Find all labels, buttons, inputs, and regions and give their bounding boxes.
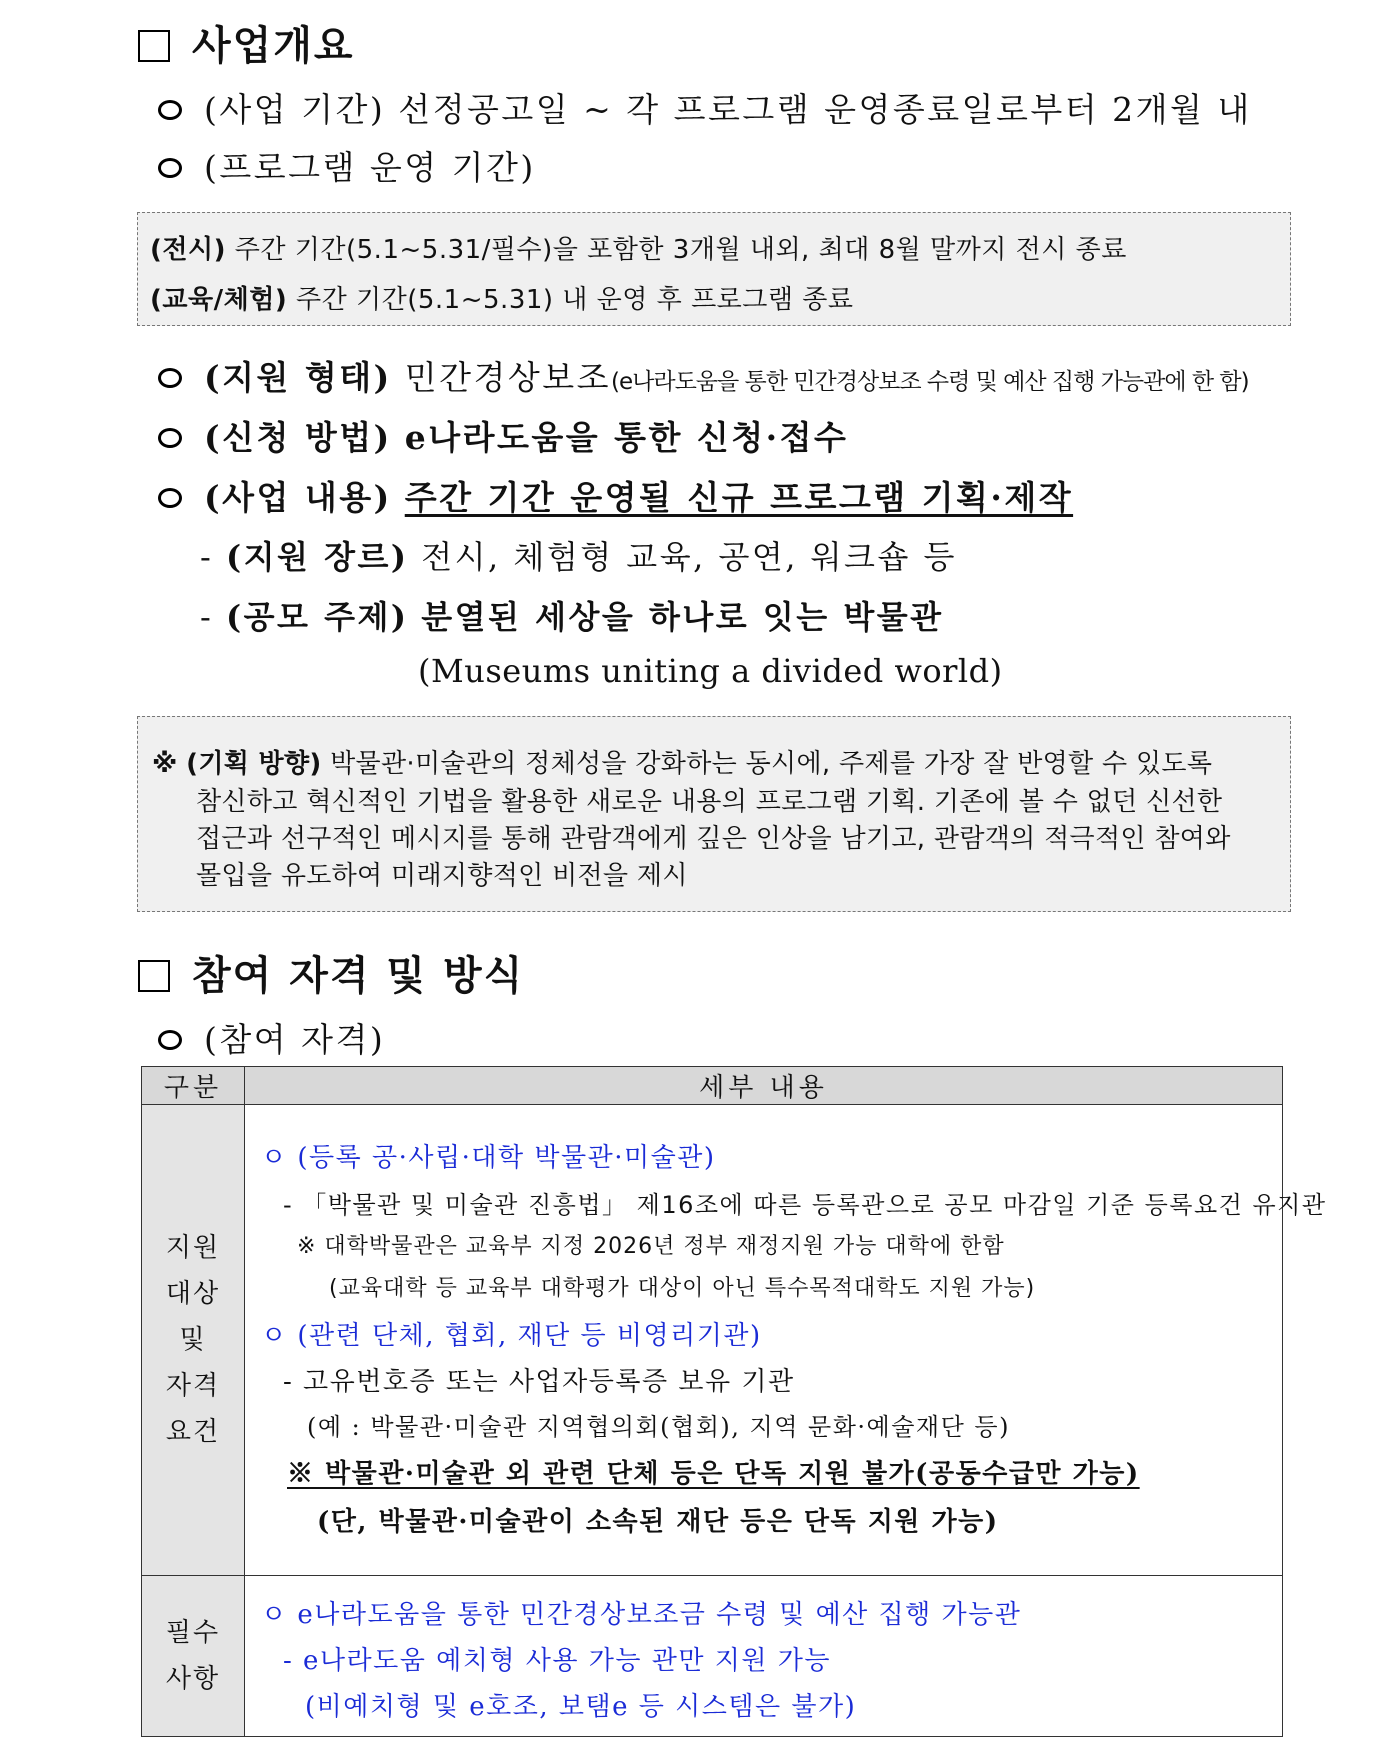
content-text: 주간 기간 운영될 신규 프로그램 기획·제작 <box>404 478 1074 517</box>
bullet-circle-icon <box>158 100 182 120</box>
row-label-required: 필수 사항 <box>142 1576 245 1737</box>
period-text: 선정공고일 ~ 각 프로그램 운영종료일로부터 2개월 내 <box>398 90 1252 129</box>
row-label-eligibility: 지원 대상 및 자격 요건 <box>142 1105 245 1576</box>
nonprofit-exception: (단, 박물관·미술관이 소속된 재단 등은 단독 지원 가능) <box>317 1507 999 1537</box>
support-type-label: (지원 형태) <box>204 358 392 397</box>
row-content-required <box>245 1576 1283 1737</box>
required-exclusion: (비예치형 및 e호조, 보탬e 등 시스템은 불가) <box>305 1692 857 1722</box>
category-registered: ㅇ (등록 공·사립·대학 박물관·미술관) <box>261 1143 716 1173</box>
nonprofit-condition: - 고유번호증 또는 사업자등록증 보유 기관 <box>283 1367 795 1397</box>
content-label: (사업 내용) <box>204 478 392 517</box>
period-line <box>158 84 1252 131</box>
bullet-circle-icon <box>158 368 182 388</box>
support-type-text: 민간경상보조 <box>404 358 612 397</box>
row-content-eligibility <box>245 1105 1327 1576</box>
table-row <box>142 1105 1283 1576</box>
bullet-circle-icon <box>158 1030 182 1050</box>
period-box-row-education: (교육/체험) 주간 기간(5.1~5.31) 내 운영 후 프로그램 종료 <box>150 285 854 315</box>
direction-line-2: 참신하고 혁신적인 기법을 활용한 새로운 내용의 프로그램 기획. 기존에 볼 수 없던 신선한 <box>196 787 1223 817</box>
genre-line: - (지원 장르) 전시, 체험형 교육, 공연, 워크숍 등 <box>200 538 957 576</box>
theme-line: - (공모 주제) 분열된 세상을 하나로 잇는 박물관 <box>200 598 944 636</box>
apply-method-text: e나라도움을 통한 신청·접수 <box>404 418 849 457</box>
direction-box <box>137 716 1291 912</box>
period-label: (사업 기간) <box>204 90 386 129</box>
required-detail: - e나라도움 예치형 사용 가능 관만 지원 가능 <box>283 1646 831 1676</box>
direction-line-4: 몰입을 유도하여 미래지향적인 비전을 제시 <box>196 861 688 891</box>
university-note: ※ 대학박물관은 교육부 지정 2026년 정부 재정지원 가능 대학에 한함 <box>297 1234 1005 1259</box>
bullet-circle-icon <box>158 158 182 178</box>
apply-method-label: (신청 방법) <box>204 418 392 457</box>
header-category: 구분 <box>142 1067 245 1105</box>
checkbox-square-icon <box>138 30 170 62</box>
content-line <box>158 472 1073 519</box>
table-header-row <box>142 1067 1283 1105</box>
program-period-line <box>158 142 536 189</box>
section-title-overview: 사업개요 <box>138 14 355 71</box>
qualification-line: (참여 자격) <box>158 1014 385 1061</box>
bullet-circle-icon <box>158 428 182 448</box>
period-box <box>137 212 1291 326</box>
apply-method-line <box>158 412 848 459</box>
theme-english: (Museums uniting a divided world) <box>418 652 1003 690</box>
direction-line-3: 접근과 선구적인 메시지를 통해 관람객에게 깊은 인상을 남기고, 관람객의 적극적인 참여와 <box>196 824 1231 854</box>
university-note-detail: (교육대학 등 교육부 대학평가 대상이 아닌 특수목적대학도 지원 가능) <box>329 1276 1036 1301</box>
nonprofit-example: (예 : 박물관·미술관 지역협의회(협회), 지역 문화·예술재단 등) <box>307 1413 1010 1441</box>
direction-line-1: ※ (기획 방향) 박물관·미술관의 정체성을 강화하는 동시에, 주제를 가장 잘 반영할 수 있도록 <box>152 749 1213 779</box>
section-title-eligibility: 참여 자격 및 방식 <box>138 944 524 1001</box>
checkbox-square-icon <box>138 960 170 992</box>
bullet-circle-icon <box>158 488 182 508</box>
header-details: 세부 내용 <box>245 1067 1283 1105</box>
category-nonprofit: ㅇ (관련 단체, 협회, 재단 등 비영리기관) <box>261 1321 762 1351</box>
required-main: ㅇ e나라도움을 통한 민간경상보조금 수령 및 예산 집행 가능관 <box>261 1600 1022 1630</box>
eligibility-table <box>141 1066 1327 1737</box>
period-box-row-exhibition: (전시) 주간 기간(5.1~5.31/필수)을 포함한 3개월 내외, 최대 8월 말까지 전시 종료 <box>150 235 1127 265</box>
table-row <box>142 1576 1283 1737</box>
program-period-label: (프로그램 운영 기간) <box>204 148 536 187</box>
support-type-line <box>158 352 1249 399</box>
support-type-note: (e나라도움을 통한 민간경상보조 수령 및 예산 집행 가능관에 한 함) <box>611 369 1249 395</box>
registered-condition: - 「박물관 및 미술관 진흥법」 제16조에 따른 등록관으로 공모 마감일 기준 등록요건 유지관 <box>283 1191 1327 1219</box>
nonprofit-restriction: ※ 박물관·미술관 외 관련 단체 등은 단독 지원 불가(공동수급만 가능) <box>287 1459 1140 1489</box>
